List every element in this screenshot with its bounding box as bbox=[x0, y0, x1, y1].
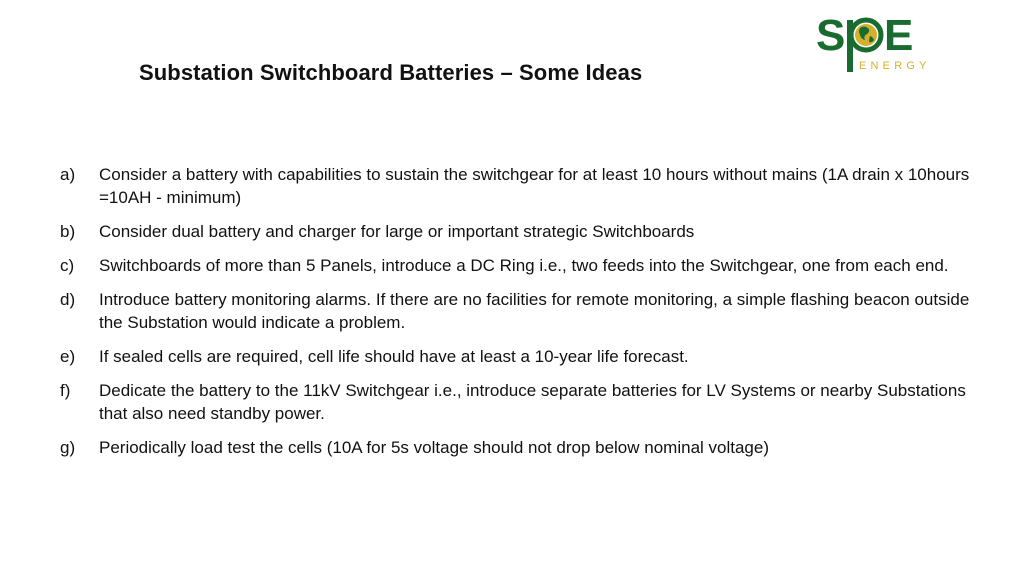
list-item-marker: c) bbox=[60, 256, 75, 275]
slide-title: Substation Switchboard Batteries – Some Ideas bbox=[139, 60, 643, 85]
list-item-marker: g) bbox=[60, 438, 76, 457]
list-item bbox=[60, 379, 990, 425]
svg-text:S: S bbox=[816, 11, 846, 60]
svg-text:E: E bbox=[884, 11, 914, 60]
list-item-text: Dedicate the battery to the 11kV Switchgear i.e., introduce separate batteries for LV Systems or nearby Substations that also need standby power. bbox=[99, 381, 966, 423]
list-item-text: Consider dual battery and charger for large or important strategic Switchboards bbox=[99, 222, 695, 241]
list-item bbox=[60, 254, 990, 277]
list-item-text: Periodically load test the cells (10A for 5s voltage should not drop below nominal voltage) bbox=[99, 438, 769, 457]
list-item-marker: e) bbox=[60, 347, 76, 366]
list-item-marker: f) bbox=[60, 381, 71, 400]
list-item bbox=[60, 345, 990, 368]
list-item bbox=[60, 163, 990, 209]
list-item-text: Consider a battery with capabilities to sustain the switchgear for at least 10 hours without mains (1A drain x 10hours =10AH - minimum) bbox=[99, 165, 970, 207]
list-item-text: If sealed cells are required, cell life should have at least a 10-year life forecast. bbox=[99, 347, 689, 366]
list-item-marker: a) bbox=[60, 165, 76, 184]
ideas-list bbox=[60, 163, 990, 470]
spe-energy-logo-graphic bbox=[814, 6, 944, 76]
svg-text:ENERGY: ENERGY bbox=[859, 60, 931, 72]
list-item-text: Introduce battery monitoring alarms. If there are no facilities for remote monitoring, a simple flashing beacon outside the Substation would indicate a problem. bbox=[99, 290, 970, 332]
list-item bbox=[60, 220, 990, 243]
list-item bbox=[60, 288, 990, 334]
list-item-marker: d) bbox=[60, 290, 76, 309]
spe-energy-logo bbox=[814, 6, 944, 76]
list-item-text: Switchboards of more than 5 Panels, introduce a DC Ring i.e., two feeds into the Switchgear, one from each end. bbox=[99, 256, 949, 275]
list-item-marker: b) bbox=[60, 222, 76, 241]
list-item bbox=[60, 436, 990, 459]
